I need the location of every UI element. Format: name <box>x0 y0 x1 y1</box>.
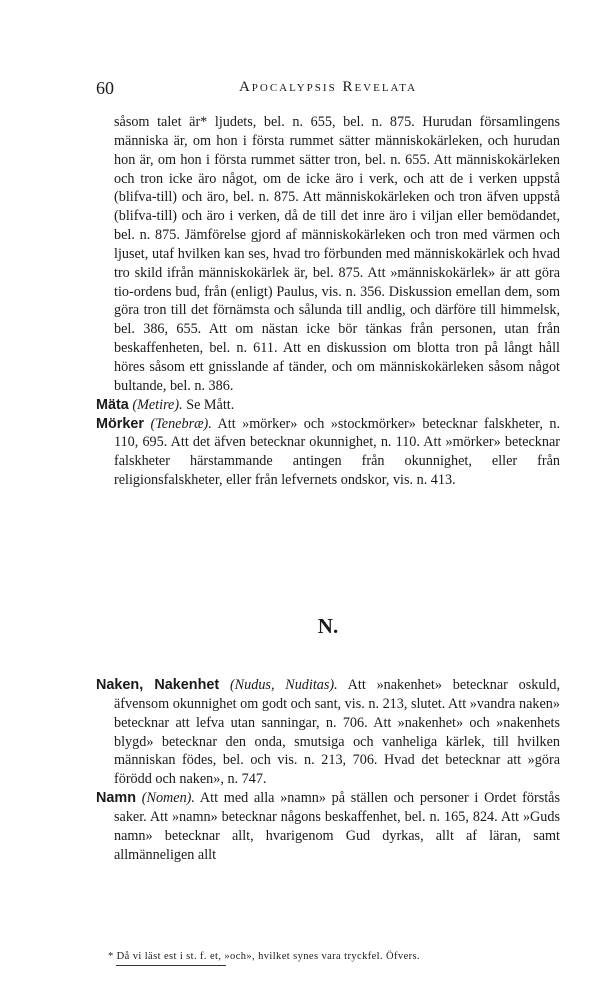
entry-text: Att med alla »namn» på ställen och personer i Ordet förstås saker. Att »namn» betecknar någons beskaffenhet, bel. n. 165, 824. Att »Guds namn» betecknar allt, hvarigenom Gud dyrkas, allt af läran, samt allmänneligen allt <box>114 790 560 863</box>
entry-text: såsom talet är* ljudets, bel. n. 655, bel. n. 875. Hurudan församlingens människa är, om hon i första rummet sätter människokärleken, och hurudan hon är, om hon i första rummet sätter tron, bel. n. 655. Att människokärleken och tron icke äro något, om de icke äro i verk, och att de i verken uppstå (blifva-till) och äro, bel. n. 875. Att människokärleken och tron äfven uppstå (blifva-till) och äro i verken, då de till det inre äro i viljan eller bemödandet, bel. n. 875. Jämförelse gjord af människokärleken och tron med värmen och ljuset, utaf hvilken kan ses, hvad tro förbunden med människokärlek och hvad tro skild ifrån människokärlek är, bel. 875. Att »människokärlek» är att göra tio-ordens bud, från (enligt) Paulus, vis. n. 356. Diskussion emellan dem, som göra tron till det förnämsta och sålunda till andlig, och därföre till himmelsk, bel. 386, 655. Att om nästan icke bör tänkas från personen, utan från beskaffenheten, bel. n. 611. Att en diskussion om blotta tron på långt håll höres såsom ett gnisslande af tänder, och om människokärleken såsom något bultande, bel. n. 386. <box>114 114 560 394</box>
entry-text: Att »nakenhet» betecknar oskuld, äfvensom okunnighet om godt och sant, vis. n. 213, slutet. Att »vandra naken» betecknar att lefva utan sanningar, n. 706. Att »nakenhet» och »nakenhets blygd» betecknar den onda, smutsiga och vanheliga kärlek, till hvilken människan födes, bel. och vis. n. 213, 706. Hvad det betecknar att »göra förödd och naken», n. 747. <box>114 677 561 788</box>
entry-text: Att »mörker» och »stockmörker» betecknar falskheter, n. 110, 695. Att det äfven betecknar okunnighet, n. 110. Att »mörker» betecknar falskheter härstammande antingen från okunnighet, eller från religionsfalskheter, eller från lefvernets ondskor, vis. n. 413. <box>114 415 561 489</box>
page-number: 60 <box>96 78 114 98</box>
entry-latin: (Nudus, Nuditas). <box>229 677 338 693</box>
entry-headword: Naken, Nakenhet <box>96 677 220 693</box>
page-header <box>96 78 560 102</box>
entry-headword: Namn <box>96 790 136 807</box>
section-letter: N. <box>317 614 339 638</box>
entry-headword: Mäta <box>96 396 129 413</box>
entry-latin: (Nomen). <box>141 790 195 807</box>
entry-latin: (Tenebræ). <box>150 415 212 432</box>
entry-morker <box>96 415 560 490</box>
entry-naken <box>96 676 560 789</box>
footnote-text: * Då vi läst est i st. f. et, »och», hvilket synes vara tryckfel. Öfvers. <box>108 951 421 962</box>
footnote <box>108 951 560 979</box>
entry-continuation <box>96 113 560 396</box>
entry-text: Se Mått. <box>186 396 235 413</box>
entry-headword: Mörker <box>96 415 144 432</box>
footnote-rule <box>116 965 226 966</box>
running-title: Apocalypsis Revelata <box>238 79 418 95</box>
entry-namn <box>96 789 560 864</box>
entries-block-m <box>96 113 560 490</box>
entry-latin: (Metire). <box>132 396 183 413</box>
entry-mata <box>96 396 560 415</box>
entries-block-n <box>96 676 560 864</box>
